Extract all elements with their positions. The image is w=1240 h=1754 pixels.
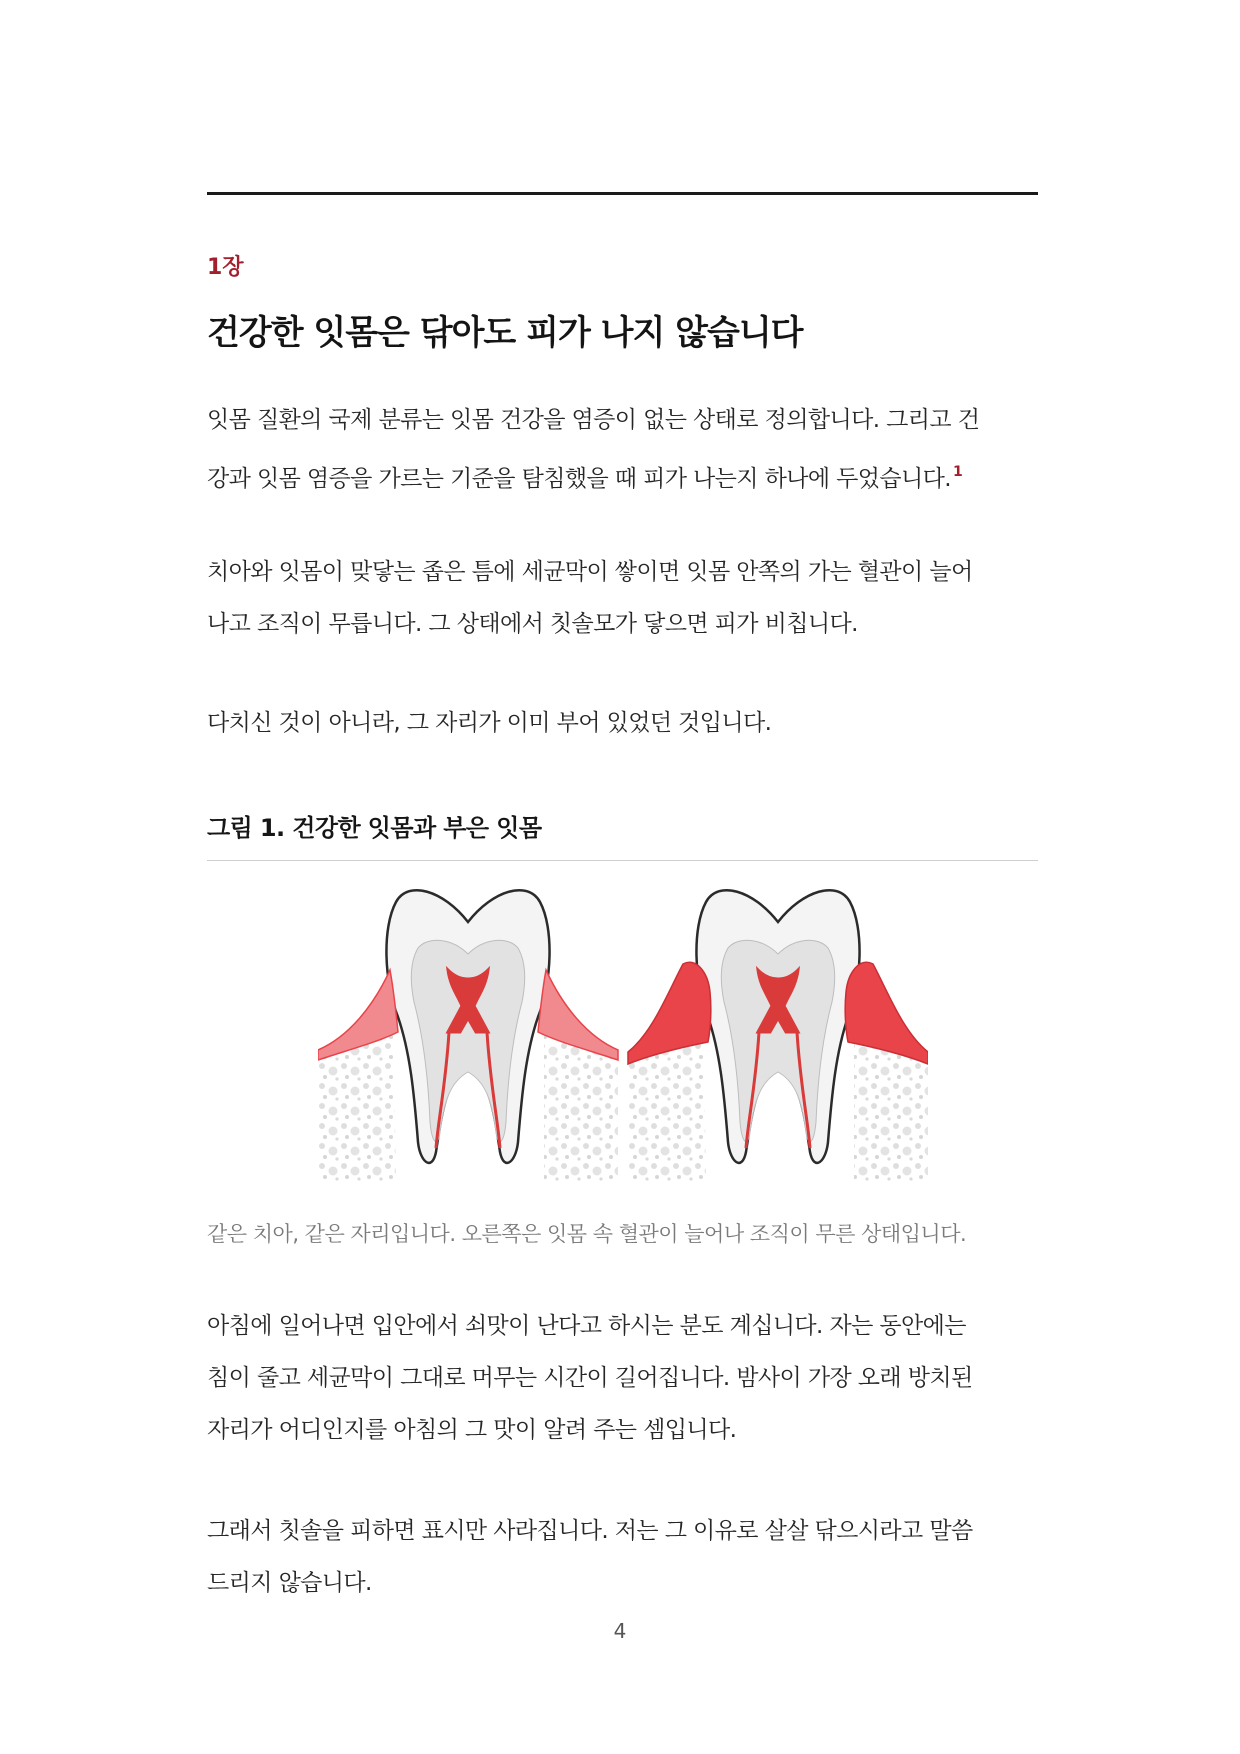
chapter-label: 1장 <box>207 255 244 280</box>
swollen-tooth-group <box>628 890 928 1182</box>
figure-title: 그림 1. 건강한 잇몸과 부은 잇몸 <box>207 814 542 842</box>
paragraph-5 <box>207 1505 1047 1609</box>
chapter-title: 건강한 잇몸은 닦아도 피가 나지 않습니다 <box>207 313 803 353</box>
figure-caption: 같은 치아, 같은 자리입니다. 오른쪽은 잇몸 속 혈관이 늘어나 조직이 무른 상태입니다. <box>207 1222 967 1246</box>
figure-rule <box>207 860 1038 861</box>
healthy-tooth-group <box>318 890 618 1182</box>
paragraph-line: 아침에 일어나면 입안에서 쇠맛이 난다고 하시는 분도 계십니다. 자는 동안에는 <box>207 1313 966 1339</box>
paragraph-line <box>207 446 1047 505</box>
paragraph-line: 잇몸 질환의 국제 분류는 잇몸 건강을 염증이 없는 상태로 정의합니다. 그리고 건 <box>207 407 980 433</box>
paragraph-2 <box>207 546 1047 650</box>
paragraph-line: 침이 줄고 세균막이 그대로 머무는 시간이 길어집니다. 밤사이 가장 오래 방치된 <box>207 1365 973 1391</box>
paragraph-4 <box>207 1300 1047 1456</box>
paragraph-line: 자리가 어디인지를 아침의 그 맛이 알려 주는 셈입니다. <box>207 1417 737 1443</box>
top-rule <box>207 192 1038 195</box>
paragraph-3 <box>207 697 1047 749</box>
paragraph-line: 치아와 잇몸이 맞닿는 좁은 틈에 세균막이 쌓이면 잇몸 안쪽의 가는 혈관이 늘어 <box>207 559 973 585</box>
paragraph-line: 나고 조직이 무릅니다. 그 상태에서 칫솔모가 닿으면 피가 비칩니다. <box>207 611 858 637</box>
paragraph-line: 다치신 것이 아니라, 그 자리가 이미 부어 있었던 것입니다. <box>207 710 772 736</box>
footnote-ref[interactable]: 1 <box>952 464 963 480</box>
paragraph-line: 드리지 않습니다. <box>207 1570 372 1596</box>
tooth-gum-illustration <box>318 882 928 1194</box>
paragraph-1 <box>207 394 1047 505</box>
paragraph-line-text: 강과 잇몸 염증을 가르는 기준을 탐침했을 때 피가 나는지 하나에 두었습니다. <box>207 466 951 492</box>
paragraph-line: 그래서 칫솔을 피하면 표시만 사라집니다. 저는 그 이유로 살살 닦으시라고 말씀 <box>207 1518 973 1544</box>
page-number: 4 <box>613 1619 627 1643</box>
